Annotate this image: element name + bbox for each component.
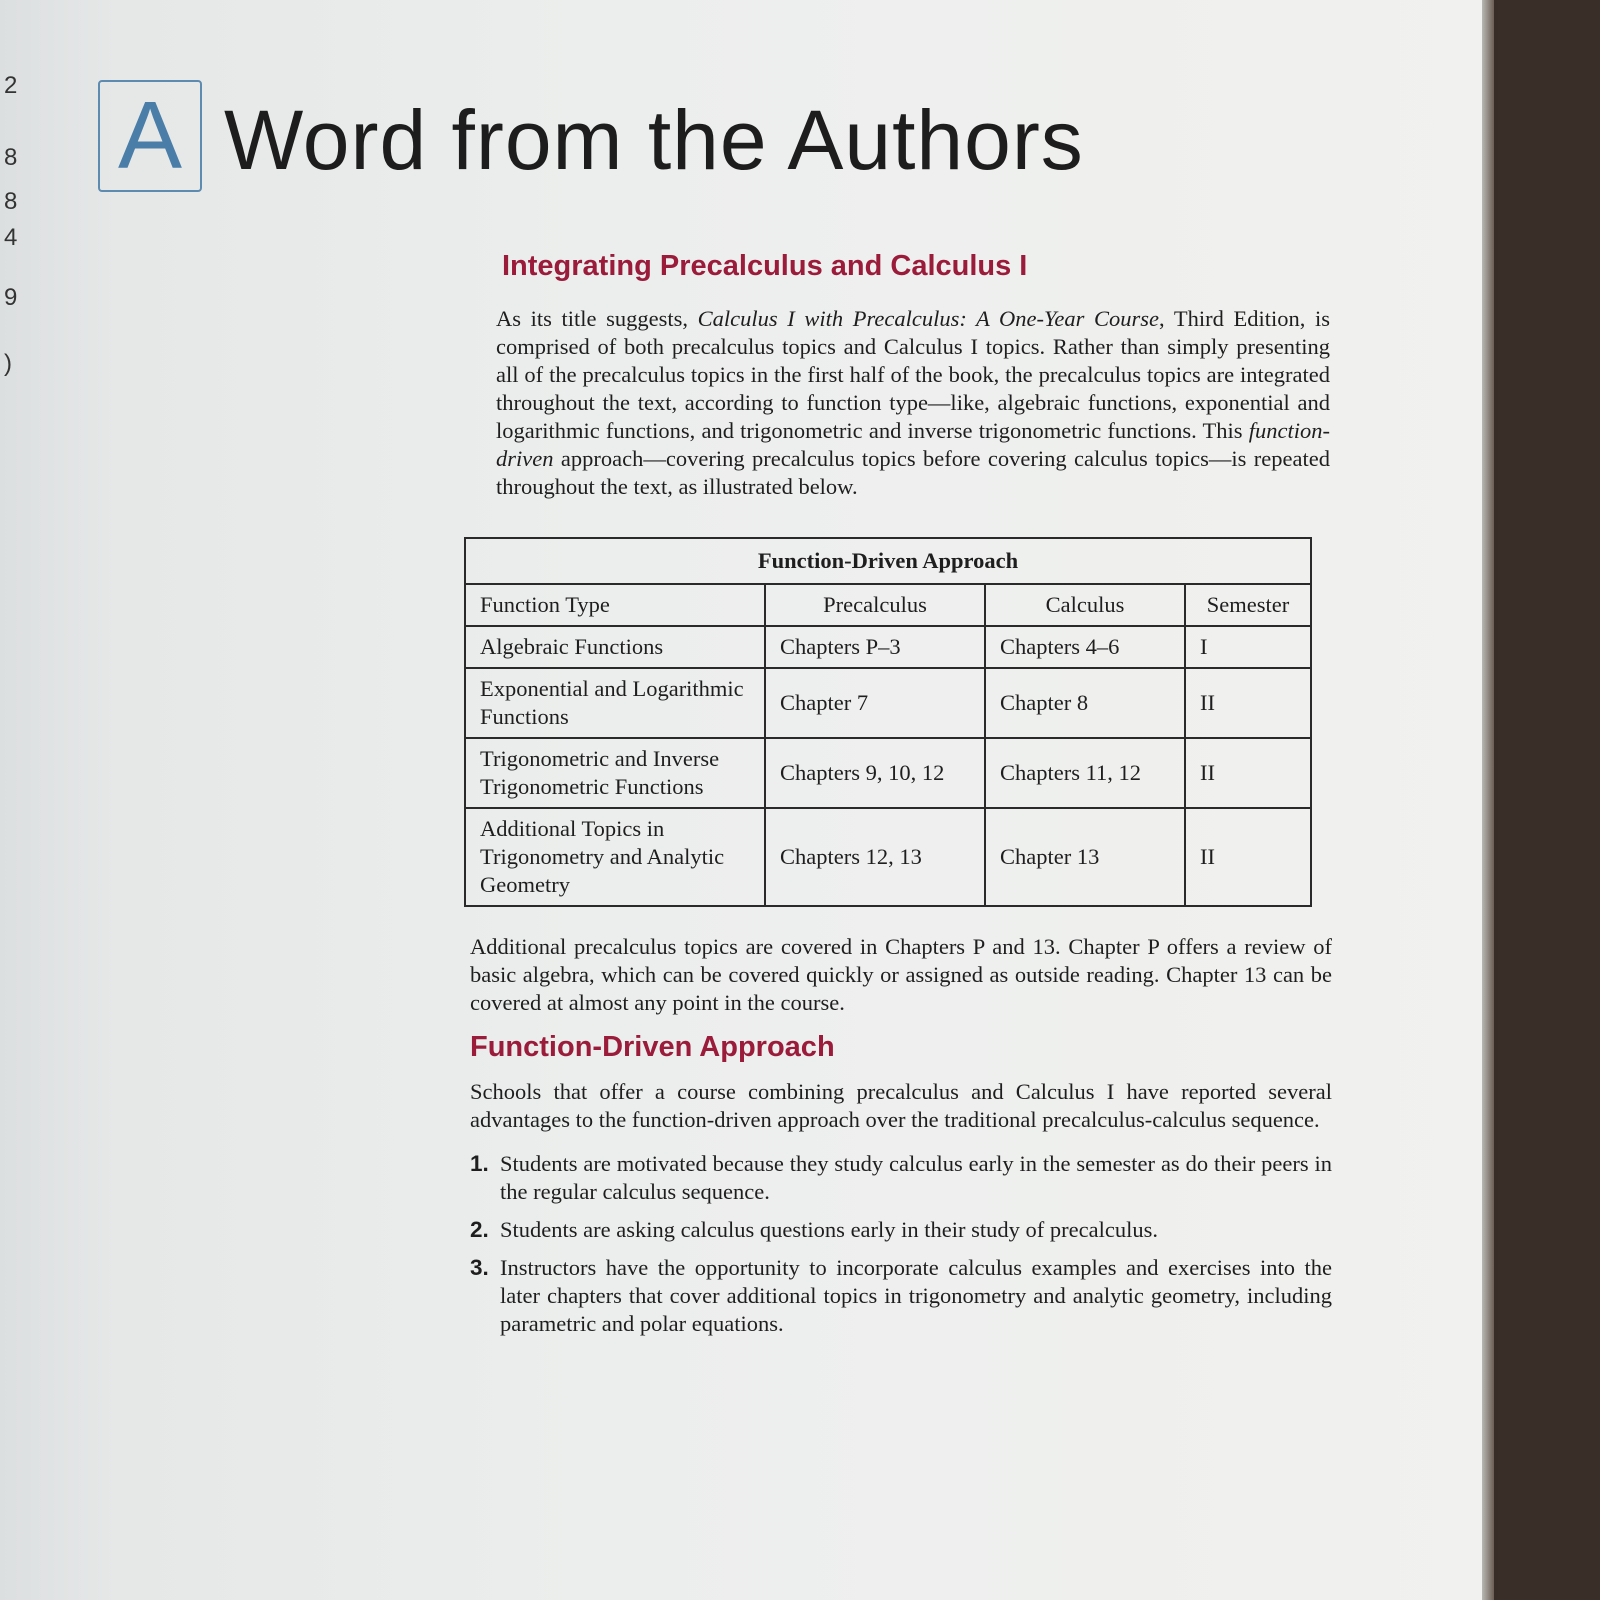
list-number: 1. [470,1151,489,1176]
margin-number: 2 [4,72,18,99]
list-text: Students are asking calculus questions early in their study of precalculus. [500,1217,1158,1242]
section-heading-function-driven: Function-Driven Approach [470,1031,835,1063]
title-initial-box [98,80,202,192]
table-row [465,668,1311,738]
margin-number: 9 [4,284,18,311]
page-title: Word from the Authors [224,93,1084,187]
book-title: Calculus I with Precalculus: A One-Year Course [697,306,1160,331]
table-header: Precalculus [765,584,985,626]
list-text: Students are motivated because they study calculus early in the semester as do their peers in the regular calculus sequence. [500,1151,1332,1204]
list-number: 3. [470,1255,489,1280]
table-cell: Chapters 12, 13 [765,808,985,906]
intro-text-start: As its title suggests, [496,306,698,331]
table-cell: Chapters 4–6 [985,626,1185,668]
list-item [470,1150,1332,1206]
after-table-paragraph: Additional precalculus topics are covered in Chapters P and 13. Chapter P offers a review of basic algebra, which can be covered quickly or assigned as outside reading. Chapter 13 can be covered at almost any point in the course. [470,934,1332,1015]
table-cell: Chapter 13 [985,808,1185,906]
table-cell: Chapter 7 [765,668,985,738]
advantages-list [470,1150,1332,1338]
table-cell: Chapter 8 [985,668,1185,738]
intro-paragraph [496,305,1330,501]
table-cell: I [1185,626,1311,668]
table-cell: Trigonometric and Inverse Trigonometric Functions [465,738,765,808]
table-cell: Algebraic Functions [465,626,765,668]
list-text: Instructors have the opportunity to incorporate calculus examples and exercises into the later chapters that cover additional topics in trigonometry and analytic geometry, including parametric and polar equations. [500,1255,1332,1336]
emphasis-term: function-driven [496,418,1330,471]
table-header: Semester [1185,584,1311,626]
section-heading-integrating: Integrating Precalculus and Calculus I [502,250,1028,282]
table-caption: Function-Driven Approach [465,538,1311,584]
table-cell: Additional Topics in Trigonometry and Analytic Geometry [465,808,765,906]
margin-number: 8 [4,188,18,215]
margin-number: 8 [4,144,18,171]
table-row [465,738,1311,808]
table-header-row [465,584,1311,626]
intro-text-middle: , Third Edition, is comprised of both precalculus topics and Calculus I topics. Rather than simply presenting all of the precalculus topics in the first half of the book, the precalculus topics are integrated throughout the text, according to function type—like, algebraic functions, exponential and logarithmic functions, and trigonometric and inverse trigonometric functions. This [496,306,1330,443]
list-item [470,1254,1332,1338]
intro-text-end: approach—covering precalculus topics before covering calculus topics—is repeated throughout the text, as illustrated below. [496,446,1330,499]
table-header: Calculus [985,584,1185,626]
table-cell: II [1185,738,1311,808]
list-item [470,1216,1332,1244]
table-cell: Chapters 9, 10, 12 [765,738,985,808]
margin-number: 4 [4,224,18,251]
margin-number: ) [4,350,12,377]
table-cell: Exponential and Logarithmic Functions [465,668,765,738]
table-header: Function Type [465,584,765,626]
table-cell: II [1185,668,1311,738]
section2-intro: Schools that offer a course combining precalculus and Calculus I have reported several advantages to the function-driven approach over the traditional precalculus-calculus sequence. [470,1079,1332,1132]
main-content [470,250,1360,1348]
table-row [465,808,1311,906]
title-initial-letter: A [117,82,183,189]
table-cell: II [1185,808,1311,906]
table-cell: Chapters 11, 12 [985,738,1185,808]
function-driven-table [464,537,1312,907]
page-edge-shadow [1482,0,1494,1600]
table-cell: Chapters P–3 [765,626,985,668]
table-row [465,626,1311,668]
list-number: 2. [470,1217,489,1242]
